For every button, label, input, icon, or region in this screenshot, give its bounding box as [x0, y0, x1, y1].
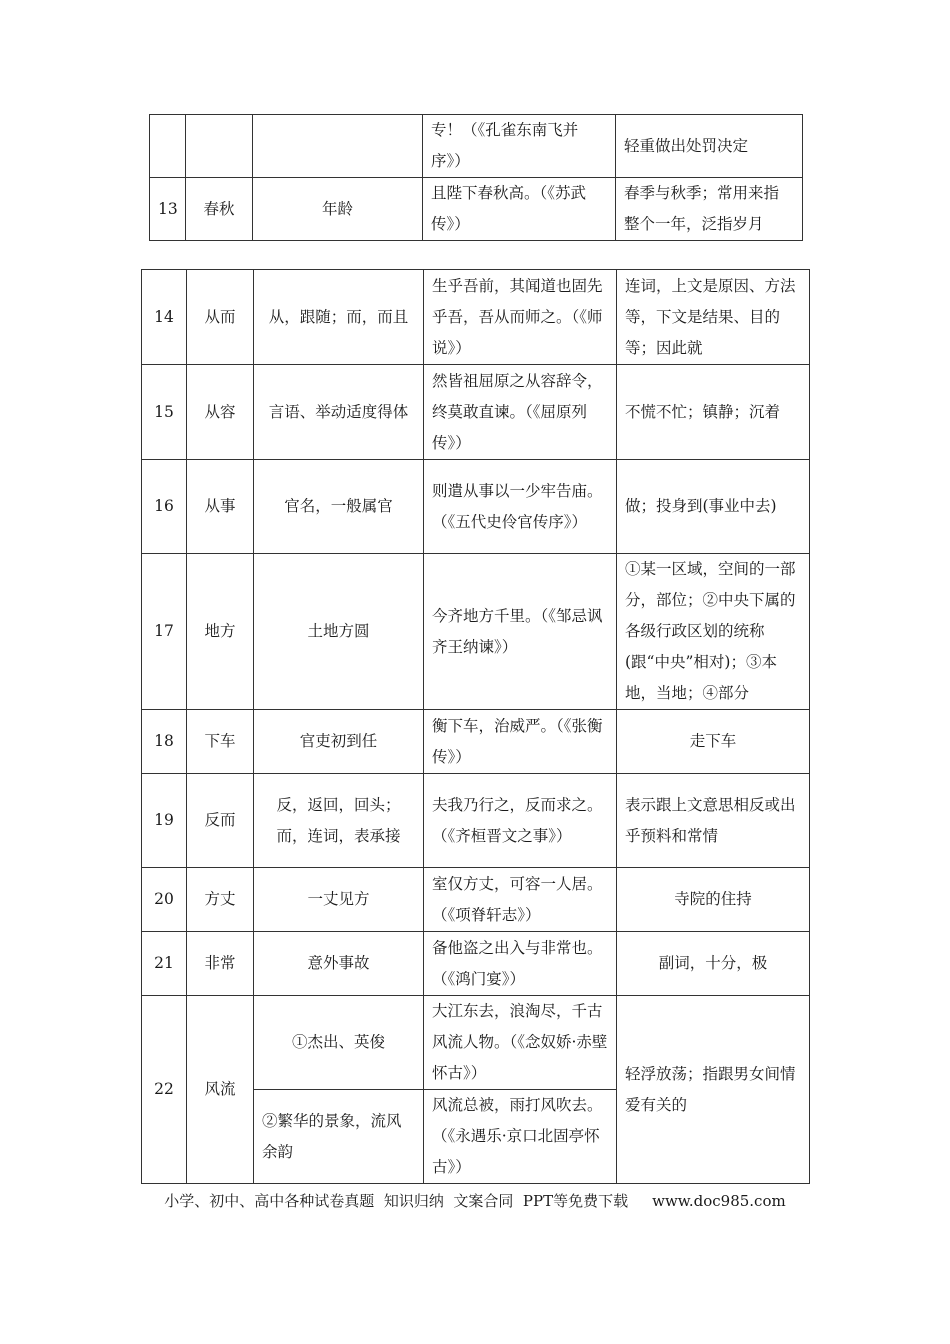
modern-meaning: 连词，上文是原因、方法等，下文是结果、目的等；因此就	[617, 270, 810, 365]
row-number: 20	[142, 868, 187, 932]
table-row	[142, 554, 810, 710]
table-row	[150, 178, 803, 241]
table-row	[150, 115, 803, 178]
example-source: 备他盗之出入与非常也。（《鸿门宴》）	[424, 932, 617, 996]
ancient-meaning: 意外事故	[254, 932, 424, 996]
table-row	[142, 270, 810, 365]
ancient-meaning: 言语、举动适度得体	[254, 365, 424, 460]
ancient-meaning: 土地方圆	[254, 554, 424, 710]
modern-meaning: 副词，十分，极	[617, 932, 810, 996]
term-word: 春秋	[186, 178, 253, 241]
ancient-meaning: 一丈见方	[254, 868, 424, 932]
modern-meaning: 不慌不忙；镇静；沉着	[617, 365, 810, 460]
row-number	[150, 115, 186, 178]
example-source: 生乎吾前，其闻道也固先乎吾，吾从而师之。（《师说》）	[424, 270, 617, 365]
ancient-meaning: 官吏初到任	[254, 710, 424, 774]
term-word: 非常	[187, 932, 254, 996]
modern-meaning: ①某一区域，空间的一部分，部位；②中央下属的各级行政区划的统称(跟“中央”相对)；③本地，当地；④部分	[617, 554, 810, 710]
table-row	[142, 774, 810, 868]
ancient-meaning: 年龄	[253, 178, 423, 241]
modern-meaning: 表示跟上文意思相反或出乎预料和常情	[617, 774, 810, 868]
term-word: 反而	[187, 774, 254, 868]
row-number: 16	[142, 460, 187, 554]
modern-meaning: 寺院的住持	[617, 868, 810, 932]
table-row	[142, 365, 810, 460]
example-source: 衡下车，治威严。（《张衡传》）	[424, 710, 617, 774]
modern-meaning: 轻浮放荡；指跟男女间情爱有关的	[617, 996, 810, 1184]
example-source: 夫我乃行之，反而求之。（《齐桓晋文之事》）	[424, 774, 617, 868]
page-footer	[0, 1190, 950, 1211]
row-number: 21	[142, 932, 187, 996]
term-word: 从而	[187, 270, 254, 365]
row-number: 17	[142, 554, 187, 710]
example-source: 则遣从事以一少牢告庙。（《五代史伶官传序》）	[424, 460, 617, 554]
term-word: 从容	[187, 365, 254, 460]
table-row	[142, 996, 810, 1090]
row-number: 18	[142, 710, 187, 774]
modern-meaning: 轻重做出处罚决定	[616, 115, 803, 178]
example-source: 且陛下春秋高。（《苏武传》）	[423, 178, 616, 241]
ancient-meaning: 从，跟随；而，而且	[254, 270, 424, 365]
modern-meaning: 春季与秋季；常用来指整个一年，泛指岁月	[616, 178, 803, 241]
ancient-meaning	[253, 115, 423, 178]
row-number: 14	[142, 270, 187, 365]
row-number: 19	[142, 774, 187, 868]
vocab-table-main	[141, 269, 810, 1184]
example-source: 今齐地方千里。（《邹忌讽齐王纳谏》）	[424, 554, 617, 710]
term-word: 地方	[187, 554, 254, 710]
example-source: 然皆祖屈原之从容辞令，终莫敢直谏。（《屈原列传》）	[424, 365, 617, 460]
table-row	[142, 868, 810, 932]
ancient-meaning: ②繁华的景象，流风余韵	[254, 1090, 424, 1184]
term-word	[186, 115, 253, 178]
ancient-meaning: 官名，一般属官	[254, 460, 424, 554]
term-word: 下车	[187, 710, 254, 774]
ancient-meaning: ①杰出、英俊	[254, 996, 424, 1090]
footer-text: 小学、初中、高中各种试卷真题 知识归纳 文案合同 PPT等免费下载	[164, 1192, 629, 1210]
example-source: 专！（《孔雀东南飞并序》）	[423, 115, 616, 178]
ancient-meaning: 反，返回，回头；而，连词，表承接	[254, 774, 424, 868]
row-number: 22	[142, 996, 187, 1184]
table-row	[142, 460, 810, 554]
table-row	[142, 932, 810, 996]
example-source: 风流总被，雨打风吹去。（《永遇乐·京口北固亭怀古》）	[424, 1090, 617, 1184]
term-word: 方丈	[187, 868, 254, 932]
row-number: 13	[150, 178, 186, 241]
table-row	[142, 710, 810, 774]
example-source: 大江东去，浪淘尽，千古风流人物。（《念奴娇·赤壁怀古》）	[424, 996, 617, 1090]
modern-meaning: 走下车	[617, 710, 810, 774]
footer-url: www.doc985.com	[652, 1192, 786, 1210]
term-word: 风流	[187, 996, 254, 1184]
modern-meaning: 做；投身到(事业中去)	[617, 460, 810, 554]
vocab-table-top	[149, 114, 803, 241]
example-source: 室仅方丈，可容一人居。（《项脊轩志》）	[424, 868, 617, 932]
term-word: 从事	[187, 460, 254, 554]
row-number: 15	[142, 365, 187, 460]
